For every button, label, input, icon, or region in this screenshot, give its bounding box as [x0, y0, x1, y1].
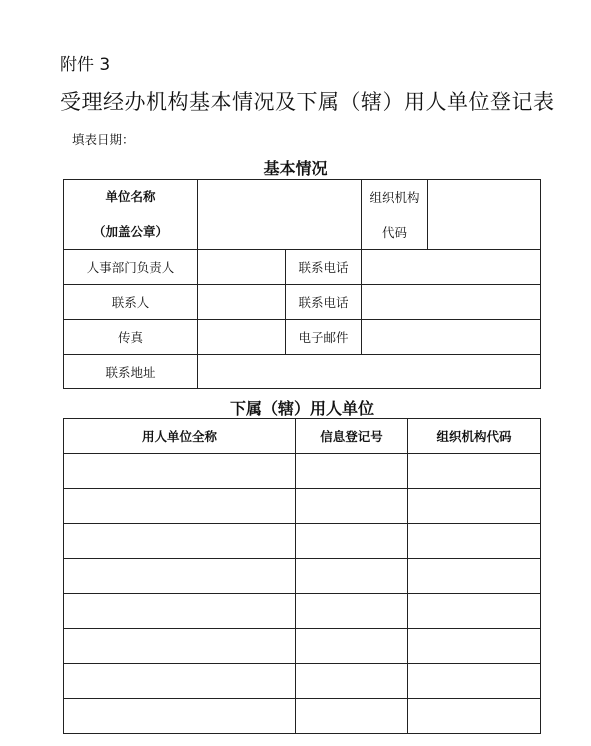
- info-reg-no-cell[interactable]: [296, 699, 408, 734]
- unit-name-cell[interactable]: [64, 524, 296, 559]
- subordinate-section-title: 下属（辖）用人单位: [229, 399, 374, 418]
- document-title: 受理经办机构基本情况及下属（辖）用人单位登记表: [60, 90, 555, 114]
- table-row: [64, 524, 541, 559]
- table-row: [64, 699, 541, 734]
- info-reg-no-cell[interactable]: [296, 559, 408, 594]
- unit-name-cell[interactable]: [64, 664, 296, 699]
- phone-label-1: 联系电话: [286, 250, 362, 285]
- column-header-org-code: 组织机构代码: [408, 419, 541, 454]
- unit-name-cell[interactable]: [64, 699, 296, 734]
- phone-field-2[interactable]: [362, 285, 541, 320]
- address-label: 联系地址: [64, 355, 198, 389]
- unit-name-cell[interactable]: [64, 454, 296, 489]
- contact-field[interactable]: [198, 285, 286, 320]
- attachment-label: 附件 3: [60, 55, 111, 75]
- org-code-cell[interactable]: [408, 524, 541, 559]
- unit-name-cell[interactable]: [64, 489, 296, 524]
- unit-name-cell[interactable]: [64, 594, 296, 629]
- org-code-cell[interactable]: [408, 489, 541, 524]
- org-code-cell[interactable]: [408, 454, 541, 489]
- table-row: [64, 664, 541, 699]
- unit-name-label: 单位名称 （加盖公章）: [64, 180, 198, 250]
- subordinate-table: [63, 418, 541, 734]
- org-code-label-line1: 组织机构: [362, 180, 428, 215]
- org-code-cell[interactable]: [408, 699, 541, 734]
- info-reg-no-cell[interactable]: [296, 664, 408, 699]
- unit-name-label-line2: （加盖公章）: [92, 223, 168, 239]
- unit-name-field[interactable]: [198, 180, 362, 250]
- phone-field-1[interactable]: [362, 250, 541, 285]
- table-row: [64, 559, 541, 594]
- address-field[interactable]: [198, 355, 541, 389]
- phone-label-2: 联系电话: [286, 285, 362, 320]
- fax-field[interactable]: [198, 320, 286, 355]
- fax-label: 传真: [64, 320, 198, 355]
- org-code-cell[interactable]: [408, 594, 541, 629]
- info-reg-no-cell[interactable]: [296, 489, 408, 524]
- table-row: [64, 594, 541, 629]
- table-row: [64, 454, 541, 489]
- email-label: 电子邮件: [286, 320, 362, 355]
- info-reg-no-cell[interactable]: [296, 594, 408, 629]
- org-code-cell[interactable]: [408, 629, 541, 664]
- fill-date-label: 填表日期：: [72, 132, 135, 147]
- info-reg-no-cell[interactable]: [296, 629, 408, 664]
- hr-head-field[interactable]: [198, 250, 286, 285]
- hr-head-label: 人事部门负责人: [64, 250, 198, 285]
- basic-info-table: [63, 179, 541, 389]
- contact-label: 联系人: [64, 285, 198, 320]
- basic-info-section-title: 基本情况: [263, 159, 328, 178]
- column-header-unit-name: 用人单位全称: [64, 419, 296, 454]
- org-code-cell[interactable]: [408, 664, 541, 699]
- table-row: [64, 489, 541, 524]
- info-reg-no-cell[interactable]: [296, 454, 408, 489]
- table-row: [64, 629, 541, 664]
- unit-name-cell[interactable]: [64, 629, 296, 664]
- org-code-field[interactable]: [428, 180, 541, 250]
- info-reg-no-cell[interactable]: [296, 524, 408, 559]
- column-header-info-reg-no: 信息登记号: [296, 419, 408, 454]
- org-code-label-line2: 代码: [362, 215, 428, 250]
- email-field[interactable]: [362, 320, 541, 355]
- unit-name-cell[interactable]: [64, 559, 296, 594]
- org-code-cell[interactable]: [408, 559, 541, 594]
